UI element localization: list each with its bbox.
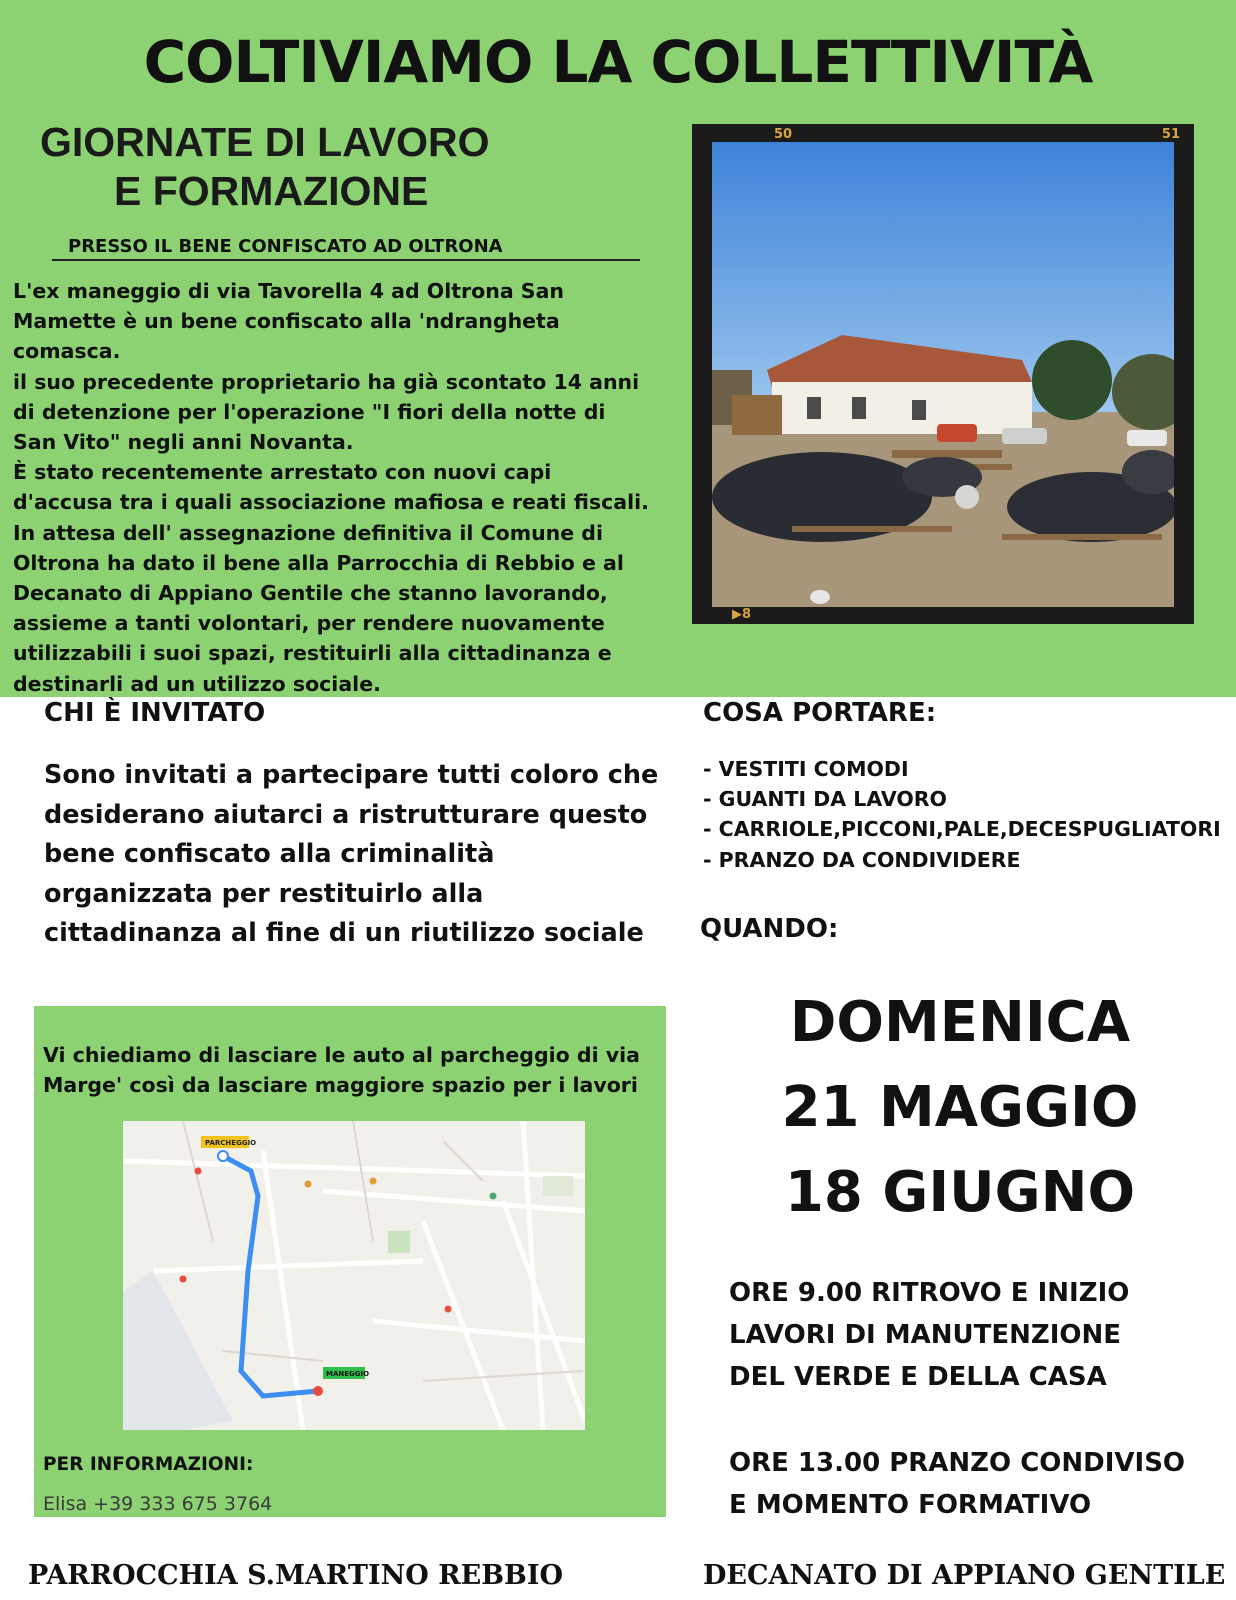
- schedule-lunch: [729, 1442, 1229, 1526]
- subtitle: [40, 118, 600, 216]
- intro-paragraph: L'ex maneggio di via Tavorella 4 ad Oltrona San Mamette è un bene confiscato alla 'ndrangheta comasca.: [13, 279, 564, 364]
- schedule-line: ORE 9.00 RITROVO E INIZIO: [729, 1278, 1130, 1308]
- date-1: 21 MAGGIO: [781, 1075, 1139, 1140]
- footer-left: PARROCCHIA S.MARTINO REBBIO: [28, 1560, 564, 1591]
- invited-text: Sono invitati a partecipare tutti coloro che desiderano aiutarci a ristrutturare questo bene confiscato alla criminalità organizzata per restituirlo alla cittadinanza al fine di un riutilizzo sociale: [44, 760, 659, 948]
- list-item: - VESTITI COMODI: [703, 757, 909, 781]
- date-day: DOMENICA: [789, 990, 1131, 1055]
- location-line: PRESSO IL BENE CONFISCATO AD OLTRONA: [68, 236, 503, 257]
- when-heading: QUANDO:: [700, 914, 839, 944]
- info-label: PER INFORMAZIONI:: [43, 1454, 254, 1475]
- frame-number-right: 51: [1161, 127, 1180, 142]
- schedule-line: DEL VERDE E DELLA CASA: [729, 1362, 1107, 1392]
- intro-paragraph: il suo precedente proprietario ha già scontato 14 anni di detenzione per l'operazione "I fiori della notte di San Vito" negli anni Novanta.: [13, 369, 640, 455]
- list-item: - CARRIOLE,PICCONI,PALE,DECESPUGLIATORI: [703, 817, 1221, 842]
- list-item: - PRANZO DA CONDIVIDERE: [703, 847, 1021, 872]
- schedule-line: LAVORI DI MANUTENZIONE: [729, 1320, 1122, 1350]
- list-item: - GUANTI DA LAVORO: [703, 787, 947, 812]
- contact-phone: Elisa +39 333 675 3764: [43, 1493, 273, 1515]
- gathering-photo: [712, 142, 1174, 607]
- schedule-morning: [729, 1272, 1229, 1398]
- parking-note: Vi chiediamo di lasciare le auto al parcheggio di via Marge' così da lasciare maggiore spazio per i lavori: [43, 1043, 640, 1097]
- frame-number-left: 50: [774, 127, 793, 142]
- map-label-start: PARCHEGGIO: [205, 1139, 257, 1147]
- bring-heading: COSA PORTARE:: [703, 698, 937, 728]
- frame-mark: ▶8: [732, 607, 752, 622]
- schedule-line: ORE 13.00 PRANZO CONDIVISO: [729, 1448, 1186, 1478]
- photo-frame: [692, 124, 1194, 624]
- date-2: 18 GIUGNO: [784, 1160, 1136, 1225]
- intro-paragraph: È stato recentemente arrestato con nuovi capi d'accusa tra i quali associazione mafiosa e reati fiscali.: [13, 460, 649, 515]
- schedule-line: E MOMENTO FORMATIVO: [729, 1490, 1092, 1520]
- subtitle-line-2: E FORMAZIONE: [114, 168, 429, 214]
- page-title: COLTIVIAMO LA COLLETTIVITÀ: [143, 28, 1093, 96]
- footer-right: DECANATO DI APPIANO GENTILE: [703, 1560, 1226, 1591]
- parking-box: [34, 1006, 666, 1517]
- bring-list: [703, 754, 1221, 875]
- subtitle-line-1: GIORNATE DI LAVORO: [40, 119, 490, 165]
- event-dates: [700, 980, 1220, 1235]
- intro-paragraph: In attesa dell' assegnazione definitiva il Comune di Oltrona ha dato il bene alla Parrocchia di Rebbio e al Decanato di Appiano Gentile che stanno lavorando, assieme a tanti volontari, per rendere nuovamente utilizzabili i suoi spazi, restituirli alla cittadinanza e destinarli ad un utilizzo sociale.: [13, 520, 624, 696]
- route-map: [123, 1121, 585, 1430]
- map-label-end: MANEGGIO: [326, 1370, 370, 1378]
- invited-heading: CHI È INVITATO: [44, 698, 266, 728]
- divider: [52, 259, 640, 261]
- intro-text: [13, 276, 653, 699]
